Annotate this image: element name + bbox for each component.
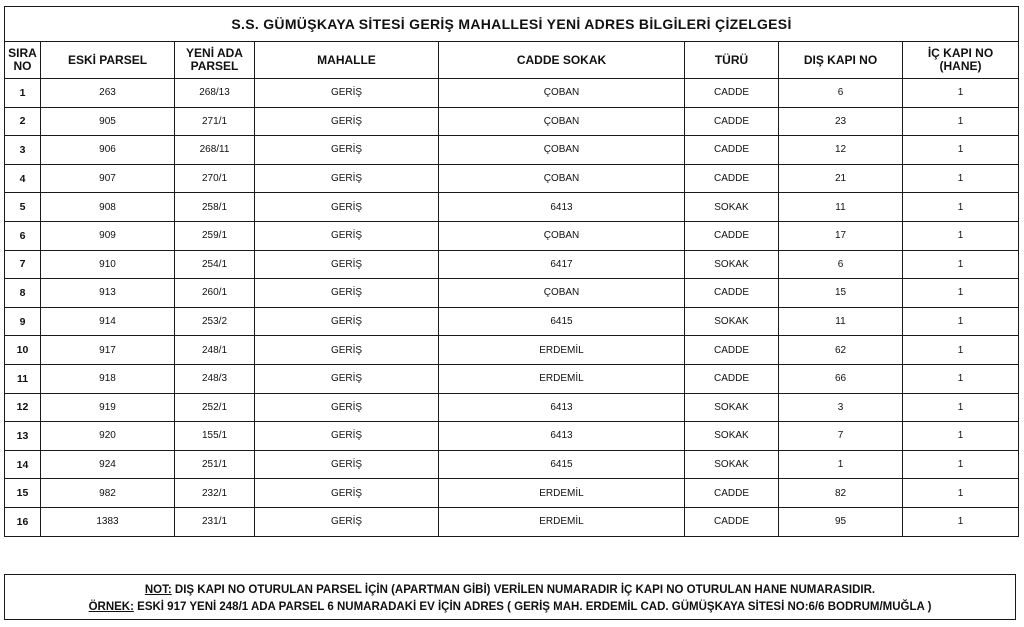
header-cadde-sokak: CADDE SOKAK — [439, 42, 685, 79]
table-row — [5, 193, 1019, 222]
cell-ic-kapi-no: 1 — [903, 422, 1019, 451]
cell-cadde-sokak: ERDEMİL — [439, 364, 685, 393]
cell-mahalle: GERİŞ — [255, 393, 439, 422]
cell-ic-kapi-no: 1 — [903, 507, 1019, 536]
cell-eski-parsel: 914 — [41, 307, 175, 336]
cell-yeni-ada-parsel: 270/1 — [175, 164, 255, 193]
cell-sira: 3 — [5, 136, 41, 165]
cell-ic-kapi-no: 1 — [903, 136, 1019, 165]
cell-ic-kapi-no: 1 — [903, 307, 1019, 336]
cell-cadde-sokak: 6413 — [439, 393, 685, 422]
header-eski-parsel: ESKİ PARSEL — [41, 42, 175, 79]
cell-eski-parsel: 913 — [41, 279, 175, 308]
cell-eski-parsel: 907 — [41, 164, 175, 193]
cell-turu: SOKAK — [685, 307, 779, 336]
cell-turu: SOKAK — [685, 450, 779, 479]
table-row — [5, 164, 1019, 193]
note-text: DIŞ KAPI NO OTURULAN PARSEL İÇİN (APARTMAN GİBİ) VERİLEN NUMARADIR İÇ KAPI NO OTURULAN HANE NUMARASIDIR. — [171, 584, 876, 596]
cell-sira: 1 — [5, 79, 41, 108]
header-row — [5, 42, 1019, 79]
cell-eski-parsel: 263 — [41, 79, 175, 108]
cell-cadde-sokak: ERDEMİL — [439, 336, 685, 365]
cell-mahalle: GERİŞ — [255, 450, 439, 479]
cell-yeni-ada-parsel: 252/1 — [175, 393, 255, 422]
cell-ic-kapi-no: 1 — [903, 79, 1019, 108]
cell-ic-kapi-no: 1 — [903, 479, 1019, 508]
cell-eski-parsel: 905 — [41, 107, 175, 136]
cell-eski-parsel: 982 — [41, 479, 175, 508]
cell-mahalle: GERİŞ — [255, 336, 439, 365]
cell-yeni-ada-parsel: 248/3 — [175, 364, 255, 393]
cell-eski-parsel: 919 — [41, 393, 175, 422]
cell-eski-parsel: 918 — [41, 364, 175, 393]
cell-yeni-ada-parsel: 232/1 — [175, 479, 255, 508]
cell-yeni-ada-parsel: 251/1 — [175, 450, 255, 479]
note-label: NOT: — [144, 584, 172, 596]
cell-dis-kapi-no: 23 — [779, 107, 903, 136]
cell-ic-kapi-no: 1 — [903, 107, 1019, 136]
cell-cadde-sokak: ERDEMİL — [439, 479, 685, 508]
cell-ic-kapi-no: 1 — [903, 450, 1019, 479]
cell-sira: 13 — [5, 422, 41, 451]
cell-yeni-ada-parsel: 258/1 — [175, 193, 255, 222]
cell-mahalle: GERİŞ — [255, 79, 439, 108]
table-body — [5, 79, 1019, 537]
table-row — [5, 336, 1019, 365]
cell-mahalle: GERİŞ — [255, 507, 439, 536]
cell-sira: 15 — [5, 479, 41, 508]
cell-dis-kapi-no: 15 — [779, 279, 903, 308]
cell-mahalle: GERİŞ — [255, 164, 439, 193]
cell-ic-kapi-no: 1 — [903, 393, 1019, 422]
cell-turu: CADDE — [685, 507, 779, 536]
cell-turu: CADDE — [685, 364, 779, 393]
table-title: S.S. GÜMÜŞKAYA SİTESİ GERİŞ MAHALLESİ YENİ ADRES BİLGİLERİ ÇİZELGESİ — [5, 7, 1019, 42]
header-ic-kapi-no: İÇ KAPI NO (HANE) — [903, 42, 1019, 79]
cell-eski-parsel: 920 — [41, 422, 175, 451]
table-row — [5, 79, 1019, 108]
cell-sira: 2 — [5, 107, 41, 136]
cell-eski-parsel: 1383 — [41, 507, 175, 536]
table-row — [5, 422, 1019, 451]
cell-dis-kapi-no: 17 — [779, 221, 903, 250]
cell-dis-kapi-no: 1 — [779, 450, 903, 479]
cell-cadde-sokak: 6413 — [439, 422, 685, 451]
cell-sira: 5 — [5, 193, 41, 222]
cell-dis-kapi-no: 11 — [779, 307, 903, 336]
cell-mahalle: GERİŞ — [255, 136, 439, 165]
address-table-sheet — [4, 6, 1018, 537]
cell-ic-kapi-no: 1 — [903, 364, 1019, 393]
cell-cadde-sokak: ÇOBAN — [439, 221, 685, 250]
cell-yeni-ada-parsel: 271/1 — [175, 107, 255, 136]
cell-dis-kapi-no: 7 — [779, 422, 903, 451]
cell-eski-parsel: 910 — [41, 250, 175, 279]
cell-turu: CADDE — [685, 136, 779, 165]
cell-dis-kapi-no: 12 — [779, 136, 903, 165]
cell-dis-kapi-no: 21 — [779, 164, 903, 193]
address-table — [4, 6, 1019, 537]
cell-mahalle: GERİŞ — [255, 193, 439, 222]
cell-mahalle: GERİŞ — [255, 250, 439, 279]
cell-cadde-sokak: ÇOBAN — [439, 164, 685, 193]
cell-cadde-sokak: ÇOBAN — [439, 279, 685, 308]
cell-dis-kapi-no: 6 — [779, 79, 903, 108]
cell-sira: 10 — [5, 336, 41, 365]
cell-dis-kapi-no: 3 — [779, 393, 903, 422]
cell-eski-parsel: 924 — [41, 450, 175, 479]
cell-cadde-sokak: ÇOBAN — [439, 79, 685, 108]
cell-turu: CADDE — [685, 279, 779, 308]
header-sira: SIRA NO — [5, 42, 41, 79]
table-row — [5, 279, 1019, 308]
table-row — [5, 221, 1019, 250]
table-row — [5, 250, 1019, 279]
cell-mahalle: GERİŞ — [255, 307, 439, 336]
cell-eski-parsel: 908 — [41, 193, 175, 222]
cell-yeni-ada-parsel: 259/1 — [175, 221, 255, 250]
cell-sira: 4 — [5, 164, 41, 193]
table-row — [5, 107, 1019, 136]
cell-ic-kapi-no: 1 — [903, 164, 1019, 193]
cell-sira: 7 — [5, 250, 41, 279]
table-row — [5, 393, 1019, 422]
cell-sira: 14 — [5, 450, 41, 479]
cell-ic-kapi-no: 1 — [903, 250, 1019, 279]
header-yeni-ada-parsel: YENİ ADA PARSEL — [175, 42, 255, 79]
cell-sira: 6 — [5, 221, 41, 250]
cell-dis-kapi-no: 66 — [779, 364, 903, 393]
cell-cadde-sokak: 6415 — [439, 450, 685, 479]
cell-sira: 8 — [5, 279, 41, 308]
cell-turu: SOKAK — [685, 250, 779, 279]
cell-turu: SOKAK — [685, 193, 779, 222]
cell-yeni-ada-parsel: 231/1 — [175, 507, 255, 536]
cell-cadde-sokak: ÇOBAN — [439, 107, 685, 136]
header-mahalle: MAHALLE — [255, 42, 439, 79]
cell-yeni-ada-parsel: 268/11 — [175, 136, 255, 165]
cell-mahalle: GERİŞ — [255, 479, 439, 508]
table-row — [5, 479, 1019, 508]
cell-eski-parsel: 917 — [41, 336, 175, 365]
note-line — [5, 582, 1015, 599]
cell-dis-kapi-no: 11 — [779, 193, 903, 222]
cell-yeni-ada-parsel: 268/13 — [175, 79, 255, 108]
cell-ic-kapi-no: 1 — [903, 221, 1019, 250]
cell-cadde-sokak: 6413 — [439, 193, 685, 222]
cell-yeni-ada-parsel: 155/1 — [175, 422, 255, 451]
cell-cadde-sokak: 6417 — [439, 250, 685, 279]
cell-cadde-sokak: 6415 — [439, 307, 685, 336]
cell-sira: 9 — [5, 307, 41, 336]
table-row — [5, 507, 1019, 536]
cell-eski-parsel: 909 — [41, 221, 175, 250]
cell-turu: CADDE — [685, 79, 779, 108]
cell-sira: 11 — [5, 364, 41, 393]
table-row — [5, 136, 1019, 165]
cell-mahalle: GERİŞ — [255, 221, 439, 250]
cell-yeni-ada-parsel: 254/1 — [175, 250, 255, 279]
cell-turu: CADDE — [685, 164, 779, 193]
table-row — [5, 450, 1019, 479]
footer-note — [4, 574, 1016, 620]
example-label: ÖRNEK: — [88, 601, 134, 613]
cell-mahalle: GERİŞ — [255, 364, 439, 393]
cell-yeni-ada-parsel: 248/1 — [175, 336, 255, 365]
table-row — [5, 364, 1019, 393]
cell-ic-kapi-no: 1 — [903, 193, 1019, 222]
cell-ic-kapi-no: 1 — [903, 336, 1019, 365]
cell-yeni-ada-parsel: 253/2 — [175, 307, 255, 336]
cell-ic-kapi-no: 1 — [903, 279, 1019, 308]
header-turu: TÜRÜ — [685, 42, 779, 79]
cell-dis-kapi-no: 95 — [779, 507, 903, 536]
cell-mahalle: GERİŞ — [255, 279, 439, 308]
cell-mahalle: GERİŞ — [255, 422, 439, 451]
cell-dis-kapi-no: 62 — [779, 336, 903, 365]
cell-sira: 16 — [5, 507, 41, 536]
cell-turu: SOKAK — [685, 422, 779, 451]
cell-turu: CADDE — [685, 479, 779, 508]
cell-turu: SOKAK — [685, 393, 779, 422]
cell-turu: CADDE — [685, 107, 779, 136]
cell-mahalle: GERİŞ — [255, 107, 439, 136]
cell-dis-kapi-no: 82 — [779, 479, 903, 508]
table-row — [5, 307, 1019, 336]
cell-turu: CADDE — [685, 221, 779, 250]
cell-eski-parsel: 906 — [41, 136, 175, 165]
header-dis-kapi-no: DIŞ KAPI NO — [779, 42, 903, 79]
cell-cadde-sokak: ÇOBAN — [439, 136, 685, 165]
cell-cadde-sokak: ERDEMİL — [439, 507, 685, 536]
example-text: ESKİ 917 YENİ 248/1 ADA PARSEL 6 NUMARADAKİ EV İÇİN ADRES ( GERİŞ MAH. ERDEMİL CAD. GÜMÜŞKAYA SİTESİ NO:6/6 BODRUM/MUĞLA ) — [133, 601, 932, 613]
cell-sira: 12 — [5, 393, 41, 422]
cell-dis-kapi-no: 6 — [779, 250, 903, 279]
example-line — [5, 599, 1015, 616]
cell-turu: CADDE — [685, 336, 779, 365]
cell-yeni-ada-parsel: 260/1 — [175, 279, 255, 308]
